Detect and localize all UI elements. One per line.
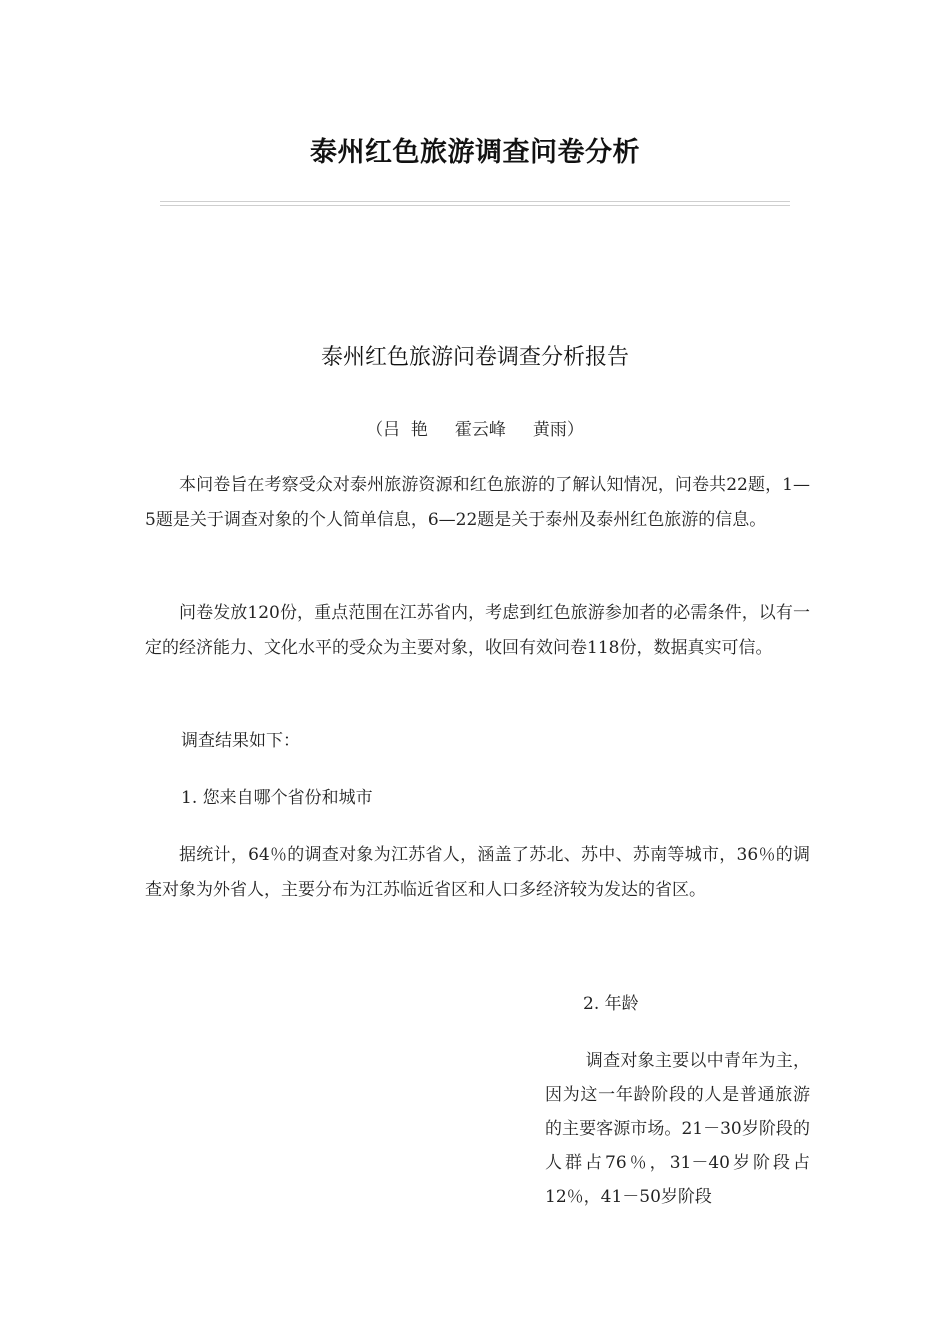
distribution-paragraph: 问卷发放120份，重点范围在江苏省内，考虑到红色旅游参加者的必需条件，以有一定的经济能力、文化水平的受众为主要对象，收回有效问卷118份，数据真实可信。 xyxy=(145,603,810,658)
question-2-body: 调查对象主要以中青年为主，因为这一年龄阶段的人是普通旅游的主要客源市场。21－30岁阶段的人群占76％，31－40岁阶段占12％，41－50岁阶段 xyxy=(545,1051,810,1207)
results-intro: 调查结果如下： xyxy=(181,731,300,751)
intro-paragraph: 本问卷旨在考察受众对泰州旅游资源和红色旅游的了解认知情况，问卷共22题，1—5题是关于调查对象的个人简单信息，6—22题是关于泰州及泰州红色旅游的信息。 xyxy=(145,475,810,530)
question-2-heading: 2. 年龄 xyxy=(583,994,639,1014)
authors-line: （吕 艳 霍云峰 黄雨） xyxy=(366,420,584,440)
report-title: 泰州红色旅游问卷调查分析报告 xyxy=(320,345,629,370)
document-title: 泰州红色旅游调查问卷分析 xyxy=(310,137,640,168)
title-divider xyxy=(160,201,790,206)
question-1-heading: 1. 您来自哪个省份和城市 xyxy=(181,788,373,808)
question-1-body: 据统计，64％的调查对象为江苏省人，涵盖了苏北、苏中、苏南等城市，36％的调查对象为外省人，主要分布为江苏临近省区和人口多经济较为发达的省区。 xyxy=(145,845,810,900)
